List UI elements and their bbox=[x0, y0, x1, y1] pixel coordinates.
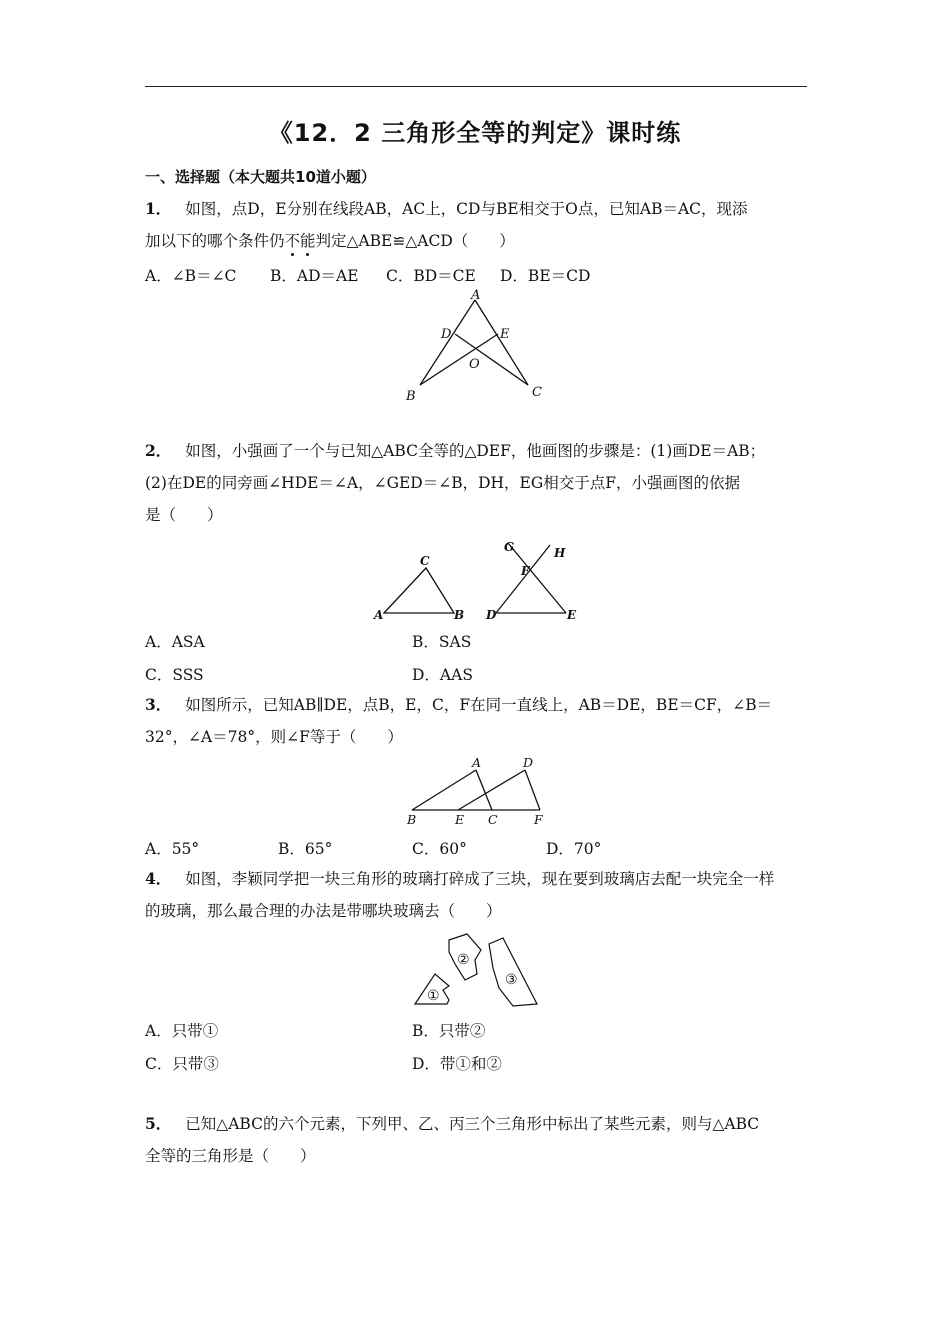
q4-option-d: D．带①和② bbox=[412, 1055, 502, 1073]
q1-option-c: C．BD＝CE bbox=[386, 267, 476, 285]
q4-text1: 如图，李颖同学把一块三角形的玻璃打碎成了三块，现在要到玻璃店去配一块完全一样 bbox=[185, 870, 775, 888]
q4-label-2: ② bbox=[457, 952, 470, 968]
q5-line1 bbox=[145, 1114, 807, 1134]
q1-option-a: A．∠B＝∠C bbox=[145, 267, 237, 285]
q1-line1 bbox=[145, 199, 807, 219]
q1-text2b: 判定△ABE≌△ACD（ ） bbox=[315, 232, 515, 250]
q1-text1: 如图，点D，E分别在线段AB，AC上，CD与BE相交于O点，已知AB＝AC，现添 bbox=[185, 200, 748, 218]
q3-label-e: E bbox=[455, 812, 465, 827]
q1-label-c: C bbox=[532, 385, 542, 400]
q1-label-b: B bbox=[406, 389, 416, 404]
q3-number: 3． bbox=[145, 695, 172, 714]
q2-line2: (2)在DE的同旁画∠HDE＝∠A，∠GED＝∠B，DH，EG相交于点F，小强画图的依据 bbox=[145, 474, 741, 492]
q2-label-g: G bbox=[504, 540, 515, 554]
q1-line2 bbox=[145, 231, 807, 251]
q3-label-b: B bbox=[407, 812, 417, 827]
q1-label-e: E bbox=[500, 327, 510, 342]
q1-label-o: O bbox=[469, 357, 480, 372]
q3-label-c: C bbox=[488, 812, 498, 827]
q2-line3: 是（ ） bbox=[145, 506, 223, 524]
q2-label-d: D bbox=[486, 608, 497, 622]
q3-figure bbox=[400, 753, 560, 829]
q2-label-b: B bbox=[454, 608, 465, 622]
q2-text1: 如图，小强画了一个与已知△ABC全等的△DEF，他画图的步骤是：(1)画DE＝AB； bbox=[185, 442, 766, 460]
q2-label-f: F bbox=[521, 564, 530, 578]
q2-option-c: C．SSS bbox=[145, 666, 204, 684]
q5-number: 5． bbox=[145, 1114, 172, 1133]
header-rule bbox=[145, 86, 807, 87]
q1-label-a: A bbox=[471, 288, 481, 303]
q4-option-b: B．只带② bbox=[412, 1022, 486, 1040]
q2-figure bbox=[370, 533, 590, 625]
page-title: 《12．2 三角形全等的判定》课时练 bbox=[268, 119, 682, 147]
q3-option-c: C．60° bbox=[412, 840, 467, 858]
q3-text1: 如图所示，已知AB∥DE，点B，E，C，F在同一直线上，AB＝DE，BE＝CF，∠B＝ bbox=[185, 696, 773, 714]
q1-text2a: 加以下的哪个条件仍 bbox=[145, 232, 285, 250]
q3-label-f: F bbox=[534, 812, 543, 827]
q4-label-3: ③ bbox=[505, 972, 518, 988]
q3-option-d: D．70° bbox=[546, 840, 602, 858]
q4-figure bbox=[405, 928, 545, 1010]
q3-line1 bbox=[145, 695, 807, 715]
q3-option-b: B．65° bbox=[278, 840, 333, 858]
q2-label-c: C bbox=[420, 554, 430, 568]
q1-emphasis-2: 能 bbox=[300, 232, 316, 250]
q4-line1 bbox=[145, 869, 807, 889]
q2-label-h: H bbox=[554, 546, 566, 560]
q2-option-b: B．SAS bbox=[412, 633, 472, 651]
q4-number: 4． bbox=[145, 869, 172, 888]
q3-option-a: A．55° bbox=[145, 840, 200, 858]
q5-text1: 已知△ABC的六个元素，下列甲、乙、丙三个三角形中标出了某些元素，则与△ABC bbox=[185, 1115, 760, 1133]
q5-line2: 全等的三角形是（ ） bbox=[145, 1147, 316, 1165]
q1-emphasis-1: 不 bbox=[284, 232, 301, 250]
q1-label-d: D bbox=[441, 327, 452, 342]
q2-label-e: E bbox=[567, 608, 577, 622]
q2-line1 bbox=[145, 441, 807, 461]
q2-number: 2． bbox=[145, 441, 172, 460]
q1-option-d: D．BE＝CD bbox=[500, 267, 591, 285]
q2-option-d: D．AAS bbox=[412, 666, 473, 684]
q1-figure bbox=[395, 288, 555, 408]
q3-label-a: A bbox=[472, 755, 482, 770]
q4-label-1: ① bbox=[427, 988, 440, 1004]
q2-label-a: A bbox=[374, 608, 384, 622]
q4-line2: 的玻璃，那么最合理的办法是带哪块玻璃去（ ） bbox=[145, 902, 502, 920]
section-heading: 一、选择题（本大题共10道小题） bbox=[145, 168, 376, 186]
q3-label-d: D bbox=[523, 755, 534, 770]
q4-option-a: A．只带① bbox=[145, 1022, 219, 1040]
q3-line2: 32°，∠A＝78°，则∠F等于（ ） bbox=[145, 728, 403, 746]
q4-option-c: C．只带③ bbox=[145, 1055, 219, 1073]
q1-option-b: B．AD＝AE bbox=[270, 267, 359, 285]
q1-number: 1． bbox=[145, 199, 172, 218]
q2-option-a: A．ASA bbox=[145, 633, 205, 651]
